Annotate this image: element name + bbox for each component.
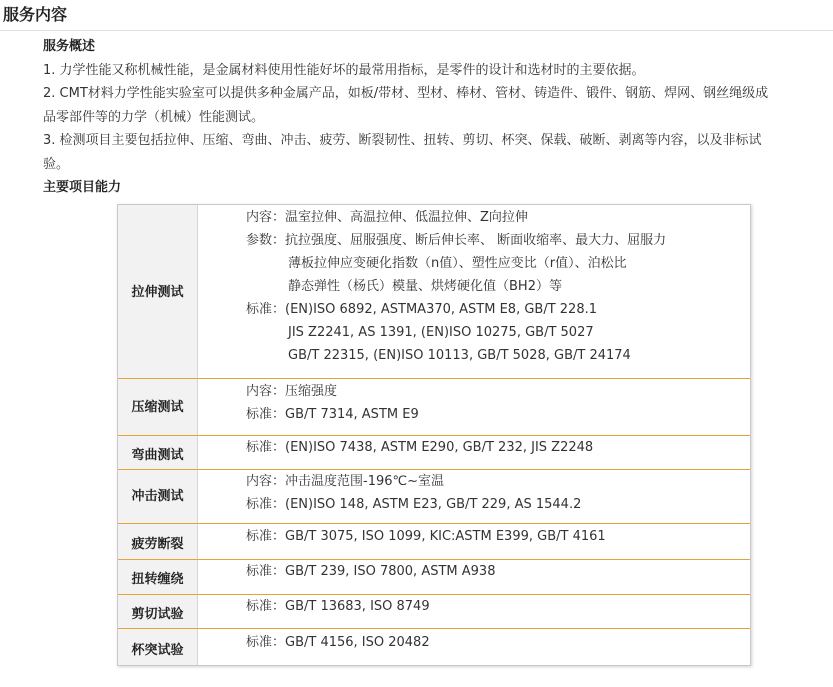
table-row-tensile <box>118 205 750 379</box>
table-row-compression <box>118 379 750 436</box>
row-detail-cell <box>198 436 750 469</box>
page-title: 服务内容 <box>3 5 68 24</box>
row-detail-cell <box>198 560 750 594</box>
overview-paragraph-1: 1. 力学性能又称机械性能，是金属材料使用性能好坏的最常用指标，是零件的设计和选材时的主要依据。 <box>43 62 645 78</box>
detail-line: 标准：GB/T 7314, ASTM E9 <box>246 407 419 422</box>
capability-heading: 主要项目能力 <box>43 180 122 195</box>
detail-line: 标准：(EN)ISO 7438, ASTM E290, GB/T 232, JIS Z2248 <box>246 440 594 455</box>
row-name-cell <box>118 595 198 628</box>
row-name: 拉伸测试 <box>131 285 184 300</box>
row-name-cell <box>118 470 198 523</box>
row-name-cell <box>118 436 198 469</box>
row-detail-cell <box>198 205 750 378</box>
row-name-cell <box>118 524 198 559</box>
detail-line: 薄板拉伸应变硬化指数（n值）、塑性应变比（r值）、泊松比 <box>288 256 627 271</box>
row-name: 冲击测试 <box>131 489 184 504</box>
row-name-cell <box>118 379 198 435</box>
overview-heading: 服务概述 <box>43 39 96 54</box>
detail-line: 内容：冲击温度范围-196℃~室温 <box>246 474 444 489</box>
row-name-cell <box>118 205 198 378</box>
table-row-cupping <box>118 629 750 665</box>
overview-paragraph-3-line-1: 3. 检测项目主要包括拉伸、压缩、弯曲、冲击、疲劳、断裂韧性、扭转、剪切、杯突、保载、破断、剥离等内容，以及非标试 <box>43 133 762 148</box>
row-detail-cell <box>198 595 750 628</box>
overview-paragraph-2-line-2: 品零部件等的力学（机械）性能测试。 <box>43 109 265 125</box>
row-name: 杯突试验 <box>131 643 184 658</box>
detail-line: 标准：(EN)ISO 148, ASTM E23, GB/T 229, AS 1544.2 <box>246 497 582 512</box>
row-detail-cell <box>198 470 750 523</box>
table-row-impact <box>118 470 750 524</box>
detail-line: 标准：GB/T 239, ISO 7800, ASTM A938 <box>246 564 496 579</box>
row-name-cell <box>118 629 198 665</box>
row-name: 弯曲测试 <box>131 448 184 463</box>
row-name: 剪切试验 <box>131 607 184 622</box>
row-detail-cell <box>198 629 750 665</box>
detail-line: 内容：温室拉伸、高温拉伸、低温拉伸、Z向拉伸 <box>246 210 528 225</box>
overview-paragraph-2-line-1: 2. CMT材料力学性能实验室可以提供多种金属产品，如板/带材、型材、棒材、管材、铸造件、锻件、钢筋、焊网、钢丝绳级成 <box>43 86 769 101</box>
table-row-torsion <box>118 560 750 595</box>
capability-table <box>117 204 751 666</box>
row-name: 压缩测试 <box>131 400 184 415</box>
detail-line: 内容：压缩强度 <box>246 384 338 399</box>
page-header <box>0 0 833 31</box>
overview-paragraph-3-line-2: 验。 <box>43 156 70 172</box>
detail-line: 标准：GB/T 3075, ISO 1099, KIC:ASTM E399, GB/T 4161 <box>246 529 606 544</box>
detail-line: 静态弹性（杨氏）模量、烘烤硬化值（BH2）等 <box>288 279 562 294</box>
detail-line: 参数：抗拉强度、屈服强度、断后伸长率、 断面收缩率、最大力、屈服力 <box>246 233 667 248</box>
detail-line: 标准：(EN)ISO 6892, ASTMA370, ASTM E8, GB/T 228.1 <box>246 302 598 317</box>
detail-line: 标准：GB/T 4156, ISO 20482 <box>246 635 430 650</box>
row-name: 疲劳断裂 <box>131 537 184 552</box>
detail-line: JIS Z2241, AS 1391, (EN)ISO 10275, GB/T 5027 <box>288 325 594 340</box>
row-name: 扭转缠绕 <box>131 572 184 587</box>
row-detail-cell <box>198 379 750 435</box>
detail-line: GB/T 22315, (EN)ISO 10113, GB/T 5028, GB/T 24174 <box>288 348 631 363</box>
detail-line: 标准：GB/T 13683, ISO 8749 <box>246 599 430 614</box>
table-row-fatigue <box>118 524 750 560</box>
row-detail-cell <box>198 524 750 559</box>
service-content <box>43 35 833 200</box>
table-row-bending <box>118 436 750 470</box>
table-row-shear <box>118 595 750 629</box>
row-name-cell <box>118 560 198 594</box>
